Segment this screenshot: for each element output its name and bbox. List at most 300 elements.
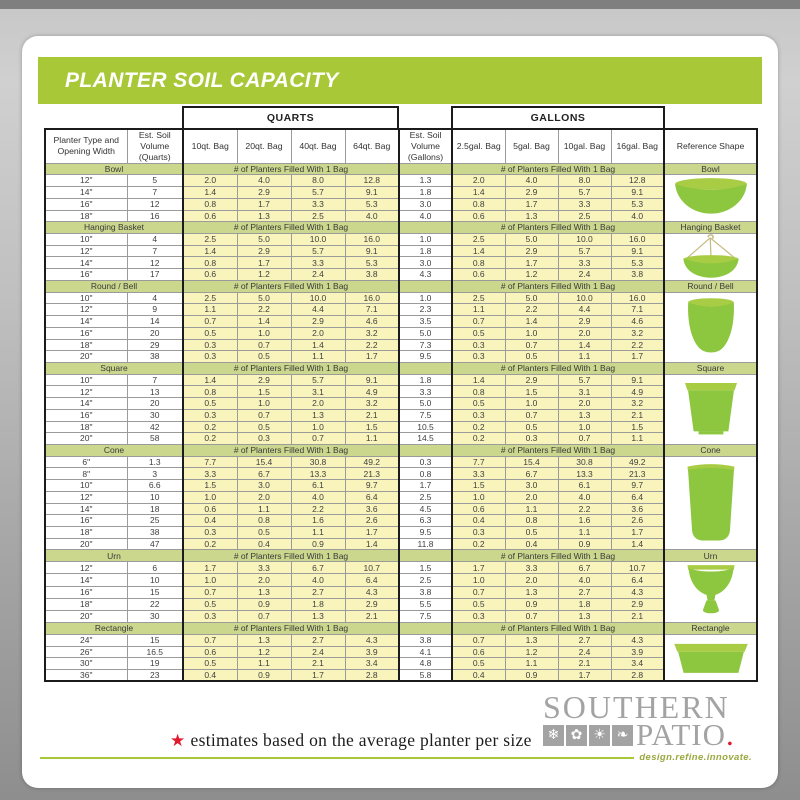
table-cell: 7.7 xyxy=(183,456,237,468)
table-cell: 1.4 xyxy=(452,374,505,386)
table-cell: 2.8 xyxy=(345,670,399,682)
table-cell: 1.4 xyxy=(452,187,505,199)
table-cell: 2.9 xyxy=(611,598,664,610)
table-cell: 9.1 xyxy=(345,187,399,199)
column-header: 40qt. Bag xyxy=(291,129,345,163)
table-row xyxy=(45,515,757,527)
table-cell: 4.0 xyxy=(611,210,664,222)
table-cell: 1.4 xyxy=(183,374,237,386)
table-cell: 5.8 xyxy=(399,670,452,682)
page-title: PLANTER SOIL CAPACITY xyxy=(65,68,339,92)
table-cell: 6.7 xyxy=(291,562,345,574)
table-cell: 1.7 xyxy=(237,198,291,210)
table-cell: 1.2 xyxy=(505,646,558,658)
table-cell: 16.0 xyxy=(345,233,399,245)
table-cell: 2.5 xyxy=(399,491,452,503)
table-cell: 4.1 xyxy=(399,646,452,658)
table-cell: 3.5 xyxy=(399,316,452,328)
table-cell: 0.7 xyxy=(558,433,611,445)
table-cell: 38 xyxy=(127,527,183,539)
table-cell: 1.0 xyxy=(558,421,611,433)
table-cell: 2.8 xyxy=(611,670,664,682)
table-cell: 5 xyxy=(127,175,183,187)
quarts-group-header: QUARTS xyxy=(182,106,399,130)
table-cell: 1.2 xyxy=(237,269,291,281)
table-cell: 0.6 xyxy=(452,210,505,222)
table-cell: 9.1 xyxy=(345,374,399,386)
table-row xyxy=(45,409,757,421)
table-cell: 49.2 xyxy=(611,456,664,468)
table-cell: 1.4 xyxy=(505,316,558,328)
opening-width-cell: 36" xyxy=(45,670,127,682)
table-cell: 20 xyxy=(127,398,183,410)
table-cell: 10.7 xyxy=(345,562,399,574)
table-cell: 16.0 xyxy=(611,233,664,245)
table-cell: 0.5 xyxy=(183,598,237,610)
table-cell: 2.5 xyxy=(558,210,611,222)
table-cell: 1.1 xyxy=(183,304,237,316)
table-cell: 16 xyxy=(127,210,183,222)
table-cell: 9.1 xyxy=(611,187,664,199)
round-bell-icon xyxy=(664,292,757,362)
table-cell: 2.9 xyxy=(237,245,291,257)
table-cell: 3.6 xyxy=(611,503,664,515)
column-header: 16gal. Bag xyxy=(611,129,664,163)
brand-tagline: design.refine.innovate. xyxy=(639,752,752,763)
table-cell: 3.8 xyxy=(399,634,452,646)
table-row xyxy=(45,527,757,539)
table-cell: 9.1 xyxy=(345,245,399,257)
section-spacer xyxy=(399,222,452,234)
planters-per-bag-label: # of Planters Filled With 1 Bag xyxy=(183,222,399,234)
table-cell: 2.1 xyxy=(558,658,611,670)
opening-width-cell: 20" xyxy=(45,433,127,445)
table-cell: 5.7 xyxy=(291,374,345,386)
table-row xyxy=(45,538,757,550)
table-cell: 1.8 xyxy=(399,187,452,199)
section-name: Cone xyxy=(45,445,183,457)
table-cell: 0.7 xyxy=(452,586,505,598)
table-cell: 4 xyxy=(127,233,183,245)
section-header-row xyxy=(45,623,757,635)
table-row xyxy=(45,562,757,574)
title-banner xyxy=(38,57,762,104)
table-cell: 4.3 xyxy=(611,634,664,646)
table-row xyxy=(45,339,757,351)
table-cell: 1.8 xyxy=(399,374,452,386)
table-cell: 1.3 xyxy=(505,586,558,598)
table-cell: 2.9 xyxy=(291,316,345,328)
table-cell: 0.2 xyxy=(452,421,505,433)
section-spacer xyxy=(399,445,452,457)
table-cell: 1.7 xyxy=(237,257,291,269)
planters-per-bag-label: # of Planters Filled With 1 Bag xyxy=(183,280,399,292)
planters-per-bag-label: # of Planters Filled With 1 Bag xyxy=(183,362,399,374)
planters-per-bag-label: # of Planters Filled With 1 Bag xyxy=(183,445,399,457)
table-cell: 4.3 xyxy=(345,634,399,646)
table-row xyxy=(45,327,757,339)
flower-icon: ✿ xyxy=(566,725,587,746)
table-cell: 0.4 xyxy=(183,670,237,682)
table-cell: 3 xyxy=(127,468,183,480)
table-cell: 0.5 xyxy=(452,398,505,410)
table-cell: 1.7 xyxy=(505,198,558,210)
table-cell: 30.8 xyxy=(558,456,611,468)
table-cell: 23 xyxy=(127,670,183,682)
table-cell: 4.0 xyxy=(291,491,345,503)
table-cell: 0.2 xyxy=(452,538,505,550)
opening-width-cell: 18" xyxy=(45,421,127,433)
table-cell: 4.9 xyxy=(345,386,399,398)
table-cell: 1.4 xyxy=(611,538,664,550)
table-cell: 12.8 xyxy=(345,175,399,187)
table-cell: 0.3 xyxy=(452,339,505,351)
table-cell: 7.3 xyxy=(399,339,452,351)
table-cell: 4.4 xyxy=(291,304,345,316)
table-cell: 2.0 xyxy=(291,398,345,410)
table-cell: 2.7 xyxy=(558,634,611,646)
table-cell: 30.8 xyxy=(291,456,345,468)
table-cell: 1.1 xyxy=(291,527,345,539)
table-cell: 1.5 xyxy=(345,421,399,433)
table-cell: 0.6 xyxy=(183,210,237,222)
table-cell: 1.0 xyxy=(237,327,291,339)
table-cell: 6.7 xyxy=(505,468,558,480)
table-cell: 0.9 xyxy=(505,670,558,682)
footnote-text: estimates based on the average planter per size xyxy=(190,730,532,750)
table-cell: 2.4 xyxy=(291,269,345,281)
table-cell: 3.3 xyxy=(558,198,611,210)
opening-width-cell: 14" xyxy=(45,574,127,586)
table-cell: 3.3 xyxy=(291,198,345,210)
table-cell: 8.0 xyxy=(291,175,345,187)
table-cell: 5.7 xyxy=(558,374,611,386)
table-cell: 9.5 xyxy=(399,351,452,363)
table-cell: 4.5 xyxy=(399,503,452,515)
table-cell: 3.3 xyxy=(399,386,452,398)
table-cell: 1.5 xyxy=(183,480,237,492)
table-cell: 0.4 xyxy=(452,670,505,682)
table-cell: 6.7 xyxy=(237,468,291,480)
table-cell: 19 xyxy=(127,658,183,670)
table-cell: 1.2 xyxy=(237,646,291,658)
table-cell: 3.0 xyxy=(237,480,291,492)
table-cell: 4.6 xyxy=(611,316,664,328)
column-header: 2.5gal. Bag xyxy=(452,129,505,163)
table-row xyxy=(45,598,757,610)
table-cell: 5.0 xyxy=(399,398,452,410)
section-spacer xyxy=(399,550,452,562)
planters-per-bag-label: # of Planters Filled With 1 Bag xyxy=(183,163,399,175)
opening-width-cell: 14" xyxy=(45,187,127,199)
table-cell: 1.4 xyxy=(452,245,505,257)
table-cell: 2.1 xyxy=(345,610,399,622)
section-spacer xyxy=(399,163,452,175)
section-name: Round / Bell xyxy=(45,280,183,292)
table-cell: 13 xyxy=(127,386,183,398)
table-cell: 2.1 xyxy=(345,409,399,421)
table-cell: 0.7 xyxy=(452,634,505,646)
table-row xyxy=(45,421,757,433)
table-cell: 4.3 xyxy=(611,586,664,598)
opening-width-cell: 14" xyxy=(45,316,127,328)
table-cell: 2.6 xyxy=(345,515,399,527)
table-cell: 3.9 xyxy=(345,646,399,658)
opening-width-cell: 20" xyxy=(45,538,127,550)
table-cell: 2.9 xyxy=(505,374,558,386)
reference-section-name: Bowl xyxy=(664,163,757,175)
table-cell: 0.7 xyxy=(237,610,291,622)
table-cell: 3.3 xyxy=(291,257,345,269)
planters-per-bag-label: # of Planters Filled With 1 Bag xyxy=(452,550,664,562)
table-cell: 1.7 xyxy=(558,670,611,682)
table-cell: 1.3 xyxy=(399,175,452,187)
table-cell: 3.3 xyxy=(505,562,558,574)
table-cell: 9.7 xyxy=(611,480,664,492)
table-cell: 2.0 xyxy=(237,574,291,586)
capacity-table xyxy=(44,128,758,682)
table-cell: 2.9 xyxy=(505,245,558,257)
table-cell: 1.3 xyxy=(291,409,345,421)
table-cell: 12.8 xyxy=(611,175,664,187)
table-cell: 3.8 xyxy=(399,586,452,598)
table-cell: 2.0 xyxy=(237,491,291,503)
opening-width-cell: 18" xyxy=(45,527,127,539)
table-row xyxy=(45,316,757,328)
table-cell: 15 xyxy=(127,634,183,646)
table-row xyxy=(45,175,757,187)
table-cell: 1.7 xyxy=(452,562,505,574)
section-header-row xyxy=(45,445,757,457)
planters-per-bag-label: # of Planters Filled With 1 Bag xyxy=(452,362,664,374)
table-cell: 3.4 xyxy=(611,658,664,670)
table-cell: 0.8 xyxy=(452,386,505,398)
column-header: 10qt. Bag xyxy=(183,129,237,163)
table-cell: 2.5 xyxy=(452,233,505,245)
table-cell: 1.1 xyxy=(558,527,611,539)
table-cell: 4.6 xyxy=(345,316,399,328)
table-cell: 5.0 xyxy=(237,233,291,245)
opening-width-cell: 12" xyxy=(45,175,127,187)
table-cell: 1.3 xyxy=(505,634,558,646)
table-cell: 1.7 xyxy=(611,351,664,363)
table-cell: 0.7 xyxy=(291,433,345,445)
table-cell: 7.5 xyxy=(399,409,452,421)
table-cell: 30 xyxy=(127,610,183,622)
table-cell: 0.8 xyxy=(505,515,558,527)
table-cell: 5.5 xyxy=(399,598,452,610)
table-cell: 1.5 xyxy=(505,386,558,398)
reference-section-name: Rectangle xyxy=(664,623,757,635)
table-cell: 9.7 xyxy=(345,480,399,492)
brand-row xyxy=(543,717,757,752)
table-cell: 0.6 xyxy=(183,269,237,281)
table-cell: 1.3 xyxy=(237,210,291,222)
table-row xyxy=(45,634,757,646)
table-cell: 5.0 xyxy=(505,233,558,245)
table-cell: 0.6 xyxy=(183,646,237,658)
section-header-row xyxy=(45,362,757,374)
table-cell: 0.8 xyxy=(452,198,505,210)
table-cell: 1.3 xyxy=(558,409,611,421)
table-cell: 1.0 xyxy=(452,574,505,586)
table-cell: 7 xyxy=(127,374,183,386)
table-cell: 0.3 xyxy=(452,527,505,539)
table-cell: 1.1 xyxy=(505,658,558,670)
table-cell: 2.2 xyxy=(291,503,345,515)
opening-width-cell: 24" xyxy=(45,634,127,646)
table-row xyxy=(45,610,757,622)
table-cell: 4.8 xyxy=(399,658,452,670)
table-cell: 1.1 xyxy=(611,433,664,445)
table-cell: 9.1 xyxy=(611,374,664,386)
table-cell: 6 xyxy=(127,562,183,574)
table-cell: 4.0 xyxy=(558,491,611,503)
reference-section-name: Hanging Basket xyxy=(664,222,757,234)
table-cell: 4.0 xyxy=(558,574,611,586)
table-cell: 7 xyxy=(127,187,183,199)
table-cell: 0.7 xyxy=(183,586,237,598)
table-cell: 3.0 xyxy=(399,257,452,269)
table-row xyxy=(45,304,757,316)
section-name: Hanging Basket xyxy=(45,222,183,234)
section-name: Square xyxy=(45,362,183,374)
table-row xyxy=(45,374,757,386)
opening-width-cell: 14" xyxy=(45,398,127,410)
table-cell: 9.1 xyxy=(611,245,664,257)
table-cell: 0.3 xyxy=(452,351,505,363)
table-cell: 10.0 xyxy=(558,292,611,304)
opening-width-cell: 20" xyxy=(45,351,127,363)
opening-width-cell: 12" xyxy=(45,386,127,398)
table-cell: 2.0 xyxy=(505,574,558,586)
table-cell: 1.7 xyxy=(399,480,452,492)
table-cell: 2.0 xyxy=(291,327,345,339)
table-row xyxy=(45,198,757,210)
table-cell: 18 xyxy=(127,503,183,515)
section-spacer xyxy=(399,362,452,374)
opening-width-cell: 16" xyxy=(45,409,127,421)
table-cell: 3.1 xyxy=(291,386,345,398)
table-cell: 15.4 xyxy=(237,456,291,468)
table-cell: 3.8 xyxy=(611,269,664,281)
table-cell: 4.3 xyxy=(345,586,399,598)
opening-width-cell: 14" xyxy=(45,257,127,269)
table-cell: 1.1 xyxy=(452,304,505,316)
table-cell: 1.4 xyxy=(558,339,611,351)
table-cell: 5.3 xyxy=(611,257,664,269)
section-header-row xyxy=(45,550,757,562)
table-cell: 9.5 xyxy=(399,527,452,539)
table-cell: 6.4 xyxy=(611,491,664,503)
table-cell: 1.0 xyxy=(452,491,505,503)
table-cell: 5.7 xyxy=(558,245,611,257)
table-cell: 0.3 xyxy=(505,433,558,445)
table-row xyxy=(45,646,757,658)
table-cell: 0.4 xyxy=(183,515,237,527)
table-cell: 0.3 xyxy=(452,409,505,421)
table-cell: 1.4 xyxy=(183,245,237,257)
table-cell: 0.2 xyxy=(452,433,505,445)
table-cell: 0.8 xyxy=(183,386,237,398)
table-cell: 1.2 xyxy=(505,269,558,281)
table-cell: 3.6 xyxy=(345,503,399,515)
table-cell: 5.3 xyxy=(611,198,664,210)
table-cell: 2.2 xyxy=(558,503,611,515)
table-cell: 0.3 xyxy=(452,610,505,622)
table-cell: 12 xyxy=(127,198,183,210)
section-name: Urn xyxy=(45,550,183,562)
brand-name-southern: SOUTHERN xyxy=(543,689,730,725)
table-cell: 0.2 xyxy=(183,433,237,445)
table-cell: 1.1 xyxy=(558,351,611,363)
table-cell: 1.0 xyxy=(291,421,345,433)
table-row xyxy=(45,574,757,586)
table-cell: 1.4 xyxy=(183,187,237,199)
table-row xyxy=(45,187,757,199)
table-cell: 0.7 xyxy=(452,316,505,328)
table-cell: 4.0 xyxy=(505,175,558,187)
top-shadow-strip xyxy=(0,0,800,9)
table-cell: 21.3 xyxy=(345,468,399,480)
brand-name-patio: PATIO. xyxy=(636,717,735,752)
table-cell: 2.0 xyxy=(452,175,505,187)
table-cell: 4.3 xyxy=(399,269,452,281)
table-cell: 0.6 xyxy=(452,646,505,658)
opening-width-cell: 16" xyxy=(45,515,127,527)
table-cell: 1.1 xyxy=(505,503,558,515)
table-cell: 1.5 xyxy=(237,386,291,398)
table-row xyxy=(45,491,757,503)
table-cell: 14 xyxy=(127,316,183,328)
table-cell: 25 xyxy=(127,515,183,527)
column-header: 5gal. Bag xyxy=(505,129,558,163)
table-row xyxy=(45,658,757,670)
table-cell: 1.0 xyxy=(505,398,558,410)
table-cell: 2.7 xyxy=(291,586,345,598)
table-cell: 29 xyxy=(127,339,183,351)
table-row xyxy=(45,351,757,363)
table-row xyxy=(45,480,757,492)
table-cell: 0.5 xyxy=(237,421,291,433)
table-cell: 2.9 xyxy=(345,598,399,610)
table-cell: 1.3 xyxy=(558,610,611,622)
brand-logo xyxy=(543,689,757,752)
table-cell: 2.5 xyxy=(183,233,237,245)
table-row xyxy=(45,210,757,222)
table-cell: 2.5 xyxy=(183,292,237,304)
table-cell: 5.0 xyxy=(505,292,558,304)
table-cell: 0.8 xyxy=(399,468,452,480)
table-cell: 0.7 xyxy=(183,316,237,328)
opening-width-cell: 12" xyxy=(45,562,127,574)
table-cell: 1.1 xyxy=(291,351,345,363)
table-cell: 16.0 xyxy=(611,292,664,304)
table-cell: 10 xyxy=(127,574,183,586)
table-cell: 1.3 xyxy=(127,456,183,468)
table-cell: 3.2 xyxy=(345,327,399,339)
table-cell: 3.3 xyxy=(558,257,611,269)
table-cell: 0.9 xyxy=(237,670,291,682)
section-spacer xyxy=(399,623,452,635)
table-cell: 0.7 xyxy=(505,610,558,622)
opening-width-cell: 12" xyxy=(45,491,127,503)
table-cell: 10.0 xyxy=(291,233,345,245)
table-cell: 0.3 xyxy=(237,433,291,445)
table-cell: 1.0 xyxy=(399,233,452,245)
urn-icon xyxy=(664,562,757,623)
opening-width-cell: 14" xyxy=(45,503,127,515)
